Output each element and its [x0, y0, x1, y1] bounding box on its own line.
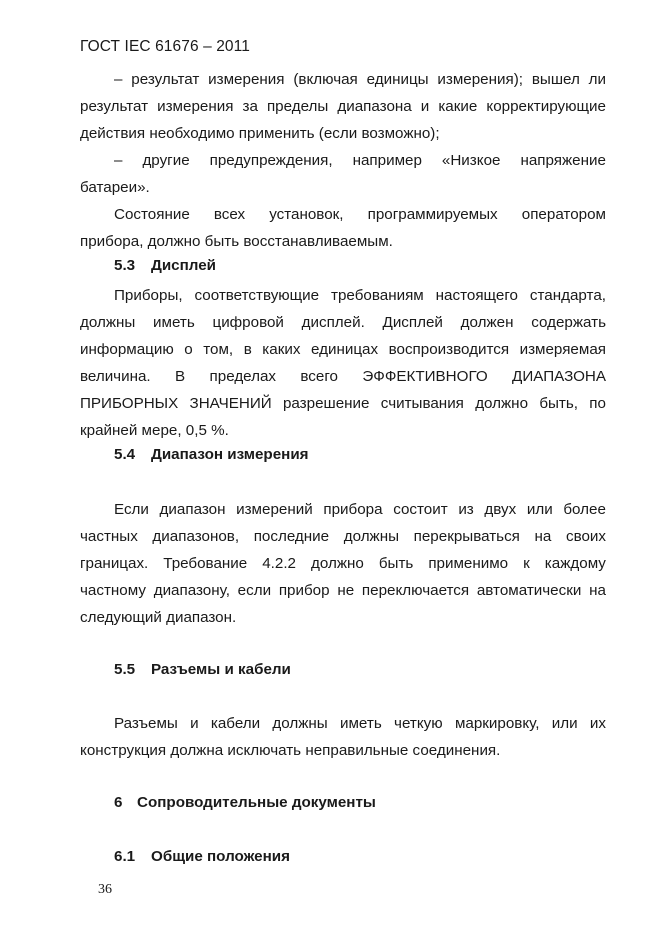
word: Приборы, [114, 287, 183, 304]
word: быть, [539, 395, 579, 412]
word: должны [80, 314, 136, 331]
word: автоматически [476, 582, 582, 599]
word: напряжение [520, 152, 606, 169]
word: из [458, 501, 474, 518]
page-number: 36 [98, 882, 112, 897]
word: установок, [269, 206, 344, 223]
text-line [80, 309, 606, 336]
section-heading-5-5 [114, 661, 291, 678]
word: требованиям [331, 287, 424, 304]
word: величина. [80, 368, 151, 385]
section-number: 5.3 [114, 257, 136, 274]
text-line [80, 550, 606, 577]
word: диапазону, [153, 582, 230, 599]
word: вышел [531, 71, 580, 88]
section-number: 5.5 [114, 661, 136, 678]
word: соответствующие [194, 287, 320, 304]
word: или [551, 715, 578, 732]
word: прибор [278, 582, 330, 599]
text-line: крайней мере, 0,5 %. [80, 422, 229, 439]
section-heading-5-3 [114, 257, 216, 274]
word: своих [565, 528, 606, 545]
word: например [352, 152, 422, 169]
section-title: Общие положения [151, 848, 290, 865]
word: по [589, 395, 606, 412]
word: измерения); [437, 71, 523, 88]
section-number: 6 [114, 794, 123, 811]
text-line: действия необходимо применить (если возможно); [80, 125, 440, 142]
word: применимо [428, 555, 509, 572]
section-title: Разъемы и кабели [151, 661, 291, 678]
word: на [589, 582, 606, 599]
word: быть [378, 555, 414, 572]
word: единицах [310, 341, 379, 358]
text-line [114, 147, 606, 174]
word: кабели [210, 715, 261, 732]
text-line [114, 282, 606, 309]
word: корректирующие [486, 98, 606, 115]
word: всех [213, 206, 246, 223]
section-heading-6 [114, 794, 376, 811]
word: и [190, 715, 199, 732]
word: разрешение [282, 395, 370, 412]
word: единицы [366, 71, 429, 88]
word: пределы [266, 98, 329, 115]
word: последние [253, 528, 330, 545]
word: на [534, 528, 552, 545]
text-line: батареи». [80, 179, 150, 196]
word: перекрываться [413, 528, 520, 545]
text-line: конструкция должна исключать неправильные соединения. [80, 742, 501, 759]
word: предупреждения, [209, 152, 333, 169]
word: диапазон [159, 501, 226, 518]
text-line: прибора, должно быть восстанавливаемым. [80, 233, 393, 250]
word: информацию [80, 341, 174, 358]
word: и [420, 98, 430, 115]
word: ли [588, 71, 606, 88]
word: если [237, 582, 272, 599]
word: программируемых [367, 206, 498, 223]
section-title: Дисплей [151, 257, 217, 274]
text-line [80, 390, 606, 417]
word: двух [484, 501, 517, 518]
word: Если [114, 501, 149, 518]
word: (включая [293, 71, 358, 88]
word: о [184, 341, 193, 358]
word: дисплей. [301, 314, 365, 331]
text-line [80, 363, 606, 390]
word: Требование [163, 555, 248, 572]
word: стандарта, [529, 287, 606, 304]
word: должны [272, 715, 328, 732]
word: иметь [340, 715, 382, 732]
section-title: Сопроводительные документы [137, 794, 376, 811]
word: или [526, 501, 553, 518]
word: ЭФФЕКТИВНОГО [362, 368, 488, 385]
word: ДИАПАЗОНА [512, 368, 606, 385]
word: Состояние [114, 206, 190, 223]
word: считывания [380, 395, 464, 412]
word: диапазонов, [152, 528, 240, 545]
word: результат [131, 71, 200, 88]
word: прибора [323, 501, 383, 518]
word: 4.2.2 [262, 555, 296, 572]
word: измерения [208, 71, 285, 88]
word: должно [475, 395, 529, 412]
word: цифровой [212, 314, 284, 331]
word: воспроизводится [388, 341, 510, 358]
word: «Низкое [441, 152, 501, 169]
word: частных [80, 528, 138, 545]
section-heading-5-4 [114, 446, 309, 463]
word: содержать [531, 314, 606, 331]
word: оператором [521, 206, 606, 223]
word: за [242, 98, 258, 115]
text-line [80, 577, 606, 604]
word: – [114, 71, 123, 88]
section-heading-6-1 [114, 848, 290, 865]
section-title: Диапазон измерения [151, 446, 309, 463]
text-line [114, 496, 606, 523]
word: измерения [157, 98, 234, 115]
section-number: 5.4 [114, 446, 136, 463]
word: их [589, 715, 606, 732]
word: настоящего [435, 287, 518, 304]
word: Дисплей [382, 314, 443, 331]
word: каких [262, 341, 301, 358]
word: пределах [209, 368, 277, 385]
word: в [243, 341, 252, 358]
word: состоит [393, 501, 448, 518]
word: измеряемая [519, 341, 606, 358]
text-line [80, 93, 606, 120]
word: измерений [236, 501, 313, 518]
document-header: ГОСТ IEC 61676 – 2011 [80, 38, 250, 55]
word: должен [460, 314, 514, 331]
text-line [80, 523, 606, 550]
word: ЗНАЧЕНИЙ [189, 395, 272, 412]
word: другие [142, 152, 190, 169]
word: том, [203, 341, 234, 358]
text-line [114, 201, 606, 228]
word: границах. [80, 555, 149, 572]
text-line: следующий диапазон. [80, 609, 237, 626]
word: В [175, 368, 186, 385]
text-line [114, 66, 606, 93]
word: диапазона [337, 98, 412, 115]
word: каждому [544, 555, 606, 572]
section-number: 6.1 [114, 848, 136, 865]
text-line [114, 710, 606, 737]
word: Разъемы [114, 715, 178, 732]
word: иметь [153, 314, 195, 331]
word: всего [300, 368, 338, 385]
word: должны [343, 528, 400, 545]
word: четкую [394, 715, 443, 732]
word: должно [311, 555, 364, 572]
word: переключается [361, 582, 470, 599]
word: – [114, 152, 123, 169]
word: какие [438, 98, 478, 115]
word: результат [80, 98, 149, 115]
word: более [563, 501, 606, 518]
text-line [80, 336, 606, 363]
word: частному [80, 582, 146, 599]
word: ПРИБОРНЫХ [80, 395, 179, 412]
word: маркировку, [454, 715, 540, 732]
word: к [523, 555, 530, 572]
word: не [337, 582, 355, 599]
